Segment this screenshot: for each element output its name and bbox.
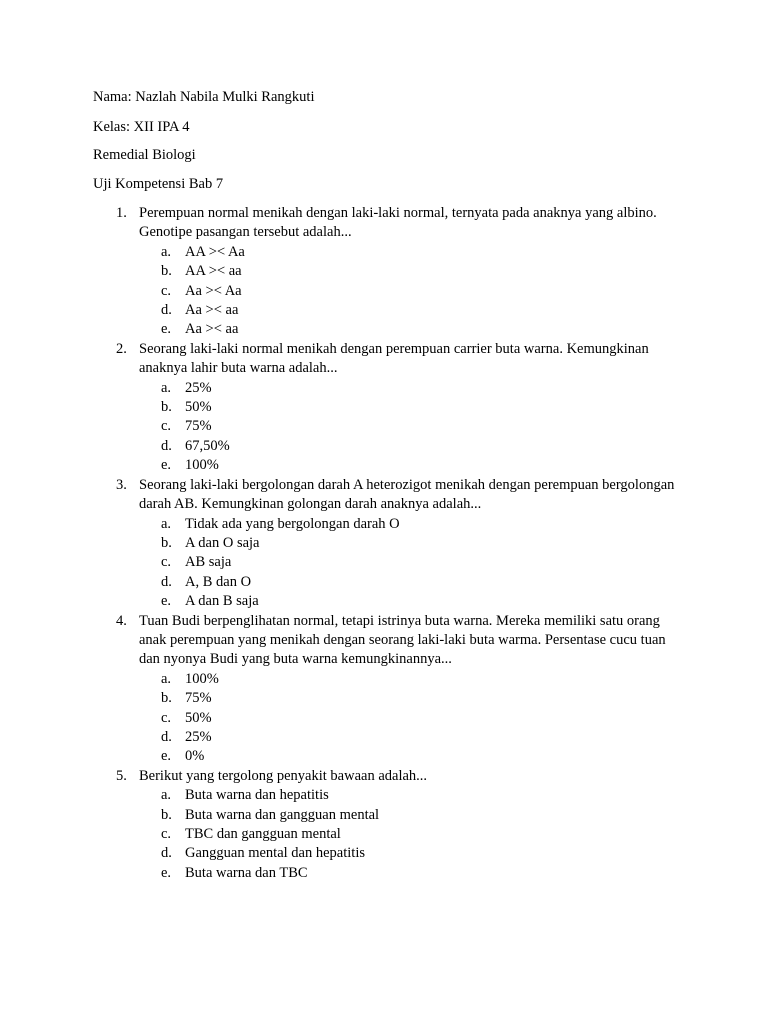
option-text: 50% xyxy=(185,399,212,416)
option-text: 75% xyxy=(185,690,212,707)
question-number: 3. xyxy=(116,476,127,493)
answer-option xyxy=(93,573,683,592)
option-list xyxy=(139,379,683,476)
question-number: 2. xyxy=(116,340,127,357)
option-text: 67,50% xyxy=(185,437,230,454)
option-letter: b. xyxy=(161,263,172,280)
option-text: 100% xyxy=(185,457,219,474)
option-letter: b. xyxy=(161,806,172,823)
answer-option xyxy=(93,262,683,281)
option-letter: a. xyxy=(161,243,172,260)
answer-option xyxy=(93,515,683,534)
answer-option xyxy=(93,844,683,863)
option-letter: e. xyxy=(161,593,172,610)
question-text: Perempuan normal menikah dengan laki-laki normal, ternyata pada anaknya yang albino. Genotipe pasangan tersebut adalah... xyxy=(139,205,657,241)
answer-option xyxy=(93,282,683,301)
answer-option xyxy=(93,806,683,825)
option-text: Buta warna dan TBC xyxy=(185,864,308,881)
option-letter: c. xyxy=(161,418,172,435)
section-title: Uji Kompetensi Bab 7 xyxy=(93,176,224,192)
student-class: Kelas: XII IPA 4 xyxy=(93,119,190,135)
option-list xyxy=(139,786,683,883)
option-letter: d. xyxy=(161,845,172,862)
option-letter: c. xyxy=(161,282,172,299)
option-text: 50% xyxy=(185,709,212,726)
question-item xyxy=(93,340,683,476)
question-item xyxy=(93,476,683,612)
answer-option xyxy=(93,320,683,339)
option-list xyxy=(139,515,683,612)
question-text: Seorang laki-laki bergolongan darah A heterozigot menikah dengan perempuan bergolongan darah AB. Kemungkinan golongan darah anaknya adalah... xyxy=(139,476,675,513)
answer-option xyxy=(93,243,683,262)
option-text: Buta warna dan hepatitis xyxy=(185,787,329,804)
question-item xyxy=(93,204,683,340)
option-letter: d. xyxy=(161,302,172,319)
option-letter: a. xyxy=(161,515,172,532)
option-letter: c. xyxy=(161,826,172,842)
option-text: Aa >< aa xyxy=(185,302,239,319)
answer-option xyxy=(93,786,683,805)
answer-option xyxy=(93,456,683,475)
option-text: AA >< Aa xyxy=(185,243,245,260)
option-letter: a. xyxy=(161,670,172,687)
answer-option xyxy=(93,864,683,883)
answer-option xyxy=(93,534,683,553)
option-letter: e. xyxy=(161,748,172,765)
answer-option xyxy=(93,398,683,417)
option-text: Gangguan mental dan hepatitis xyxy=(185,845,365,862)
option-text: Aa >< aa xyxy=(185,321,239,338)
subject-title: Remedial Biologi xyxy=(93,147,196,163)
option-list xyxy=(139,243,683,340)
question-text: Berikut yang tergolong penyakit bawaan adalah... xyxy=(139,767,428,784)
answer-option xyxy=(93,379,683,398)
answer-option xyxy=(93,728,683,747)
option-text: A, B dan O xyxy=(185,573,252,590)
answer-option xyxy=(93,670,683,689)
option-text: 0% xyxy=(185,748,205,765)
option-letter: e. xyxy=(161,864,172,881)
question-text: Seorang laki-laki normal menikah dengan perempuan carrier buta warna. Kemungkinan anaknya lahir buta warna adalah... xyxy=(139,340,649,377)
option-letter: d. xyxy=(161,573,172,590)
option-text: 75% xyxy=(185,418,212,435)
answer-option xyxy=(93,825,683,844)
option-text: Buta warna dan gangguan mental xyxy=(185,806,380,823)
question-item xyxy=(93,767,683,883)
student-name: Nama: Nazlah Nabila Mulki Rangkuti xyxy=(93,89,315,105)
option-text: Tidak ada yang bergolongan darah O xyxy=(185,515,400,532)
answer-option xyxy=(93,689,683,708)
option-text: A dan B saja xyxy=(185,593,259,610)
option-letter: c. xyxy=(161,709,172,726)
option-text: TBC dan gangguan mental xyxy=(185,826,341,842)
option-letter: d. xyxy=(161,728,172,745)
option-letter: b. xyxy=(161,399,172,416)
option-text: Aa >< Aa xyxy=(185,282,242,299)
answer-option xyxy=(93,553,683,572)
option-letter: e. xyxy=(161,457,172,474)
question-number: 1. xyxy=(116,205,127,221)
option-text: 25% xyxy=(185,728,212,745)
option-text: A dan O saja xyxy=(185,534,260,551)
option-letter: d. xyxy=(161,437,172,454)
answer-option xyxy=(93,747,683,766)
answer-option xyxy=(93,417,683,436)
question-number: 5. xyxy=(116,767,127,784)
option-letter: b. xyxy=(161,690,172,707)
answer-option xyxy=(93,301,683,320)
option-letter: b. xyxy=(161,534,172,551)
option-text: AB saja xyxy=(185,554,232,571)
question-item xyxy=(93,612,683,767)
option-letter: c. xyxy=(161,554,172,571)
answer-option xyxy=(93,437,683,456)
option-letter: e. xyxy=(161,321,172,338)
option-letter: a. xyxy=(161,379,172,396)
option-text: 25% xyxy=(185,379,212,396)
question-number: 4. xyxy=(116,612,127,629)
answer-option xyxy=(93,709,683,728)
option-list xyxy=(139,670,683,767)
option-text: 100% xyxy=(185,670,219,687)
option-text: AA >< aa xyxy=(185,263,242,280)
question-list xyxy=(93,204,683,883)
question-text: Tuan Budi berpenglihatan normal, tetapi istrinya buta warna. Mereka memiliki satu orang anak perempuan yang menikah dengan seorang laki-laki buta warma. Persentase cucu tuan dan nyonya Budi yang buta warna kemungkinannya... xyxy=(139,612,666,668)
option-letter: a. xyxy=(161,787,172,804)
answer-option xyxy=(93,592,683,611)
